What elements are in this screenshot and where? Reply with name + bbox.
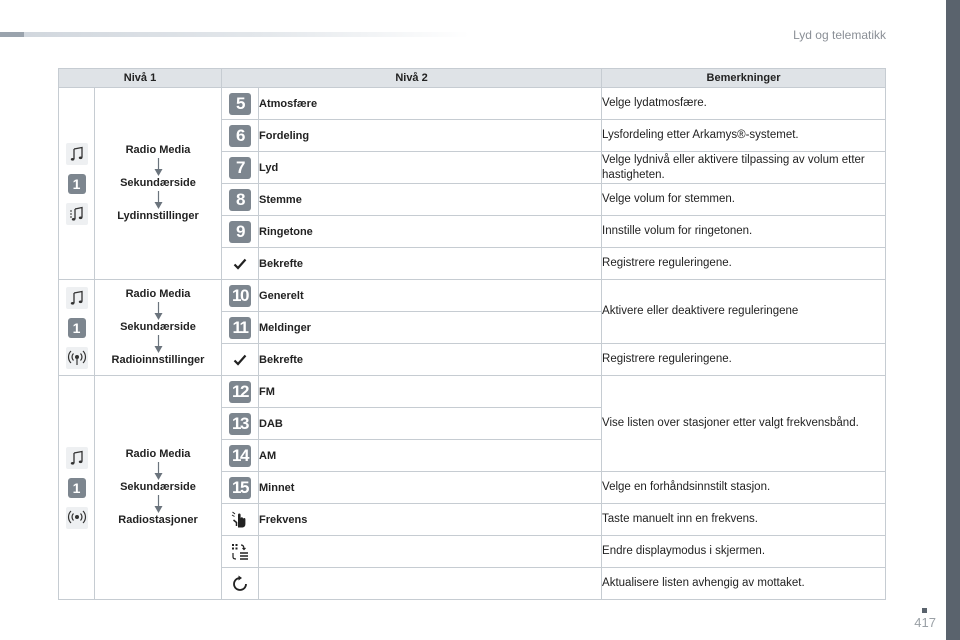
- checkmark-icon: [233, 354, 247, 366]
- radio-settings-icon: [66, 347, 88, 369]
- path-step: Radio Media: [125, 288, 191, 300]
- item-label: FM: [259, 376, 602, 408]
- path-step: Radioinnstillinger: [111, 354, 205, 366]
- music-note-icon: [66, 447, 88, 469]
- item-badge: 11: [229, 317, 251, 339]
- header-level1: Nivå 1: [59, 69, 222, 88]
- item-label: Lyd: [259, 152, 602, 184]
- level1-icons: [59, 376, 95, 600]
- item-note-merged: Vise listen over stasjoner etter valgt frekvensbånd.: [602, 376, 886, 472]
- level1-path: [95, 280, 222, 376]
- item-label: Bekrefte: [259, 248, 602, 280]
- path-step: Radiostasjoner: [118, 514, 198, 526]
- music-note-icon: [66, 287, 88, 309]
- table-row: [59, 280, 886, 312]
- down-arrow-icon: [154, 301, 163, 321]
- header-level2: Nivå 2: [222, 69, 602, 88]
- item-note: Endre displaymodus i skjermen.: [602, 536, 886, 568]
- header-decor-accent: [0, 32, 24, 37]
- item-badge: 7: [229, 157, 251, 179]
- checkmark-icon: [233, 258, 247, 270]
- music-note-icon: [66, 143, 88, 165]
- header-decor-bar: [0, 32, 470, 37]
- path-step: Sekundærside: [120, 321, 196, 333]
- hand-tap-icon: [230, 510, 250, 530]
- item-badge: 10: [229, 285, 251, 307]
- item-label: Bekrefte: [259, 344, 602, 376]
- settings-table: [58, 68, 886, 600]
- table-row: [59, 376, 886, 408]
- header-notes: Bemerkninger: [602, 69, 886, 88]
- item-label: DAB: [259, 408, 602, 440]
- item-note: Velge volum for stemmen.: [602, 184, 886, 216]
- down-arrow-icon: [154, 494, 163, 514]
- item-label: [259, 568, 602, 600]
- item-note: Lysfordeling etter Arkamys®-systemet.: [602, 120, 886, 152]
- item-label: Generelt: [259, 280, 602, 312]
- item-label: Fordeling: [259, 120, 602, 152]
- item-badge: 13: [229, 413, 251, 435]
- item-label: Atmosfære: [259, 88, 602, 120]
- down-arrow-icon: [154, 461, 163, 481]
- table-header-row: [59, 69, 886, 88]
- page-edge-bar: [946, 0, 960, 640]
- path-step: Sekundærside: [120, 177, 196, 189]
- item-badge: 15: [229, 477, 251, 499]
- path-step: Radio Media: [125, 448, 191, 460]
- item-label: Frekvens: [259, 504, 602, 536]
- item-badge: 6: [229, 125, 251, 147]
- path-step: Lydinnstillinger: [117, 210, 199, 222]
- item-label: AM: [259, 440, 602, 472]
- level1-path: [95, 376, 222, 600]
- table-row: [59, 88, 886, 120]
- level-badge: 1: [68, 478, 86, 498]
- item-badge: 8: [229, 189, 251, 211]
- level1-icons: [59, 88, 95, 280]
- item-label: Meldinger: [259, 312, 602, 344]
- item-note: Innstille volum for ringetonen.: [602, 216, 886, 248]
- level1-path: [95, 88, 222, 280]
- level1-icons: [59, 280, 95, 376]
- item-badge: 9: [229, 221, 251, 243]
- path-step: Sekundærside: [120, 481, 196, 493]
- item-label: Ringetone: [259, 216, 602, 248]
- item-label: Stemme: [259, 184, 602, 216]
- item-label: [259, 536, 602, 568]
- item-note: Velge lydnivå eller aktivere tilpassing av volum etter hastigheten.: [602, 152, 886, 184]
- item-label: Minnet: [259, 472, 602, 504]
- item-badge: 14: [229, 445, 251, 467]
- sound-settings-icon: [66, 203, 88, 225]
- refresh-icon: [230, 574, 250, 594]
- section-title: Lyd og telematikk: [793, 28, 886, 42]
- item-note: Velge en forhåndsinnstilt stasjon.: [602, 472, 886, 504]
- down-arrow-icon: [154, 334, 163, 354]
- down-arrow-icon: [154, 190, 163, 210]
- item-note: Taste manuelt inn en frekvens.: [602, 504, 886, 536]
- display-mode-icon: [230, 542, 250, 562]
- item-note: Registrere reguleringene.: [602, 248, 886, 280]
- item-note: Aktualisere listen avhengig av mottaket.: [602, 568, 886, 600]
- level-badge: 1: [68, 174, 86, 194]
- item-note: Velge lydatmosfære.: [602, 88, 886, 120]
- item-badge: 12: [229, 381, 251, 403]
- item-badge: 5: [229, 93, 251, 115]
- radio-stations-icon: [66, 507, 88, 529]
- level-badge: 1: [68, 318, 86, 338]
- page-number: 417: [914, 615, 936, 630]
- path-step: Radio Media: [125, 144, 191, 156]
- down-arrow-icon: [154, 157, 163, 177]
- page-marker: [922, 608, 927, 613]
- item-note: Registrere reguleringene.: [602, 344, 886, 376]
- item-note-merged: Aktivere eller deaktivere reguleringene: [602, 280, 886, 344]
